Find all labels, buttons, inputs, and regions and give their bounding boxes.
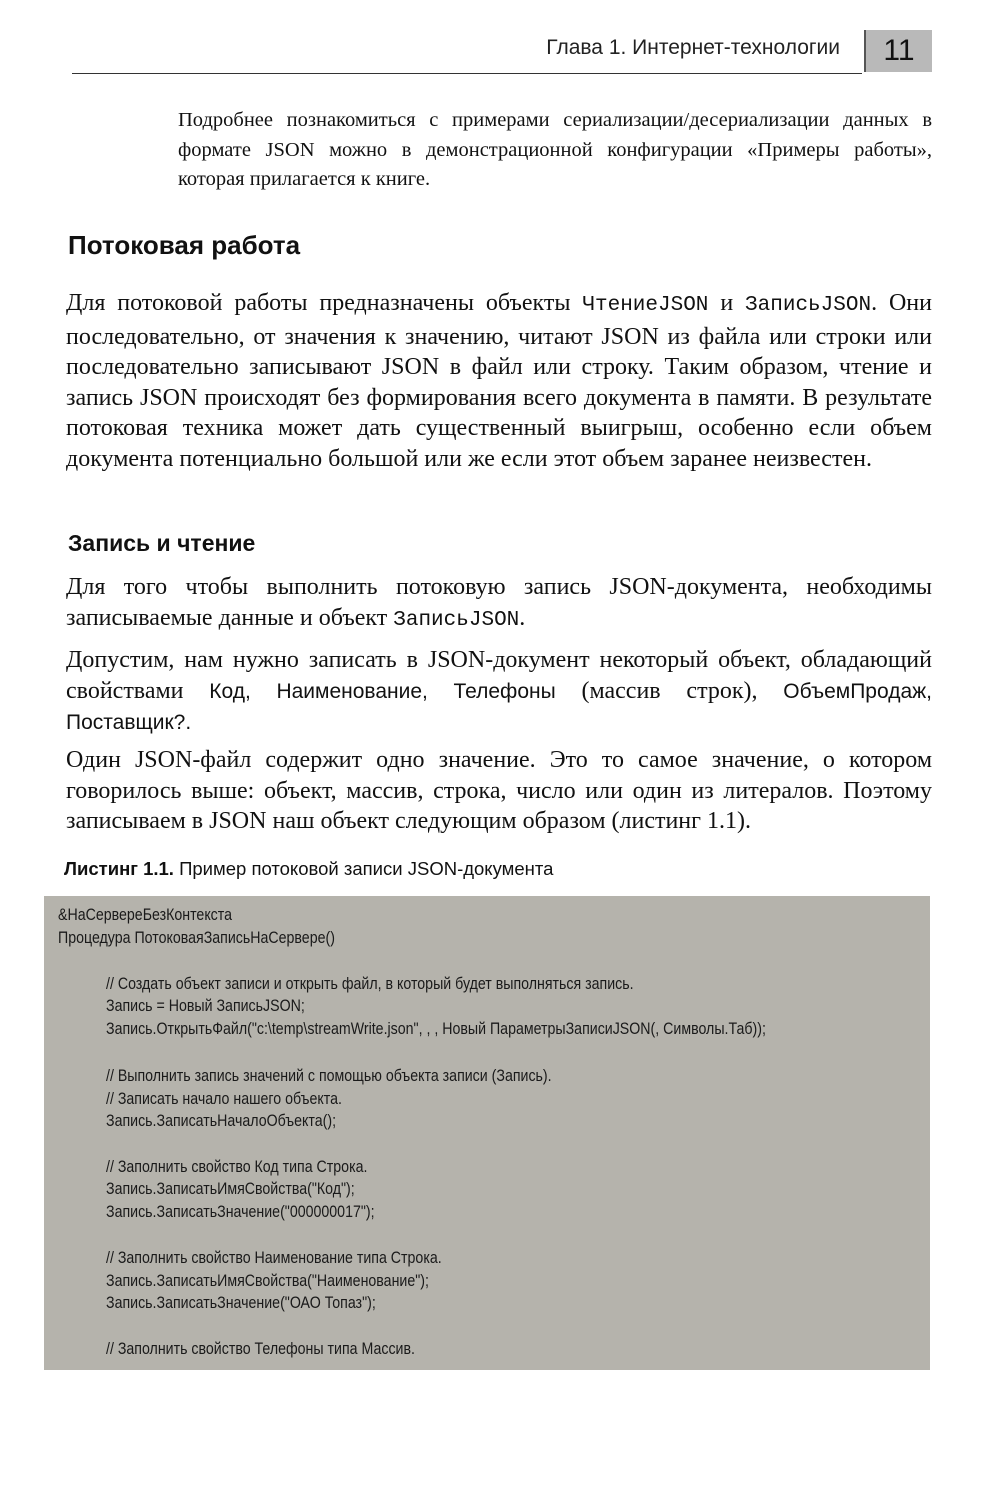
code-line: // Заполнить свойство Код типа Строка. bbox=[106, 1158, 368, 1176]
property-list-2: ОбъемПродаж, Поставщик?. bbox=[66, 679, 933, 734]
code-line: // Создать объект записи и открыть файл, в который будет выполняться запись. bbox=[106, 975, 634, 993]
subsection-paragraph-1 bbox=[66, 572, 932, 636]
code-line: Запись.ЗаписатьИмяСвойства("Код"); bbox=[106, 1180, 355, 1198]
code-line: Запись.ЗаписатьЗначение("ОАО Топаз"); bbox=[106, 1294, 376, 1312]
note-paragraph: Подробнее познакомиться с примерами сериализации/десериализации данных в формате JSON можно в демонстрационной конфигурации «Примеры работы», которая прилагается к книге. bbox=[178, 109, 932, 190]
code-line: &НаСервереБезКонтекста bbox=[58, 906, 233, 924]
subsection-heading: Запись и чтение bbox=[68, 530, 256, 556]
code-line: Запись.ОткрытьФайл("c:\temp\streamWrite.json", , , Новый ПараметрыЗаписиJSON(, Символы.Таб)); bbox=[106, 1020, 766, 1038]
section-heading: Потоковая работа bbox=[68, 230, 301, 260]
listing-caption-text: Пример потоковой записи JSON-документа bbox=[173, 858, 554, 879]
property-list: Код, Наименование, Телефоны bbox=[209, 679, 556, 703]
subsection-paragraph-3: Один JSON-файл содержит одно значение. Это то самое значение, о котором говорилось выше: объект, массив, строка, число или один из литералов. Поэтому записываем в JSON наш объект следующим образом (листинг 1.1). bbox=[66, 747, 932, 834]
section-intro-paragraph bbox=[66, 288, 932, 474]
code-term-reader: ЧтениеJSON bbox=[582, 294, 709, 317]
intro-text-3: . Они последовательно, от значения к значению, читают JSON из файла или строки или последовательно записывают JSON в файл или строку. Таким образом, чтение и запись JSON происходят без формирования всего документа в памяти. В результате потоковая техника может дать существенный выигрыш, особенно если объем документа потенциально большой или же если этот объем заранее неизвестен. bbox=[66, 290, 932, 472]
code-line: // Заполнить свойство Наименование типа Строка. bbox=[106, 1249, 442, 1267]
running-header-title: Глава 1. Интернет-технологии bbox=[546, 36, 840, 59]
code-term-writer: ЗаписьJSON bbox=[745, 294, 872, 317]
intro-text-2: и bbox=[708, 290, 746, 316]
subsection-paragraph-2 bbox=[66, 645, 932, 739]
code-line: Запись.ЗаписатьНачалоОбъекта(); bbox=[106, 1112, 337, 1130]
p2-text-2: (массив строк), bbox=[555, 677, 784, 704]
listing-label: Листинг 1.1. bbox=[64, 858, 174, 879]
code-line: Запись.ЗаписатьИмяСвойства("Наименование"); bbox=[106, 1272, 429, 1290]
code-listing bbox=[44, 896, 930, 1370]
code-line: // Заполнить свойство Телефоны типа Массив. bbox=[106, 1340, 415, 1358]
listing-caption bbox=[64, 858, 553, 880]
intro-text-1: Для потоковой работы предназначены объекты bbox=[66, 290, 583, 316]
p2-text-1: Допустим, нам нужно записать в JSON-документ некоторый объект, обладающий свойствами bbox=[66, 647, 932, 704]
header-rule bbox=[72, 73, 862, 74]
code-line: Запись = Новый ЗаписьJSON; bbox=[106, 997, 305, 1015]
p1-text-1: Для того чтобы выполнить потоковую запись JSON-документа, необходимы записываемые данные и объект bbox=[66, 574, 932, 631]
code-line: Процедура ПотоковаяЗаписьНаСервере() bbox=[58, 929, 335, 947]
page-number: 11 bbox=[864, 30, 932, 72]
code-line: Запись.ЗаписатьЗначение("000000017"); bbox=[106, 1203, 375, 1221]
code-term-writer-2: ЗаписьJSON bbox=[393, 608, 520, 632]
code-line: // Выполнить запись значений с помощью объекта записи (Запись). bbox=[106, 1067, 552, 1085]
code-line: // Записать начало нашего объекта. bbox=[106, 1090, 342, 1108]
p1-text-2: . bbox=[519, 604, 526, 631]
